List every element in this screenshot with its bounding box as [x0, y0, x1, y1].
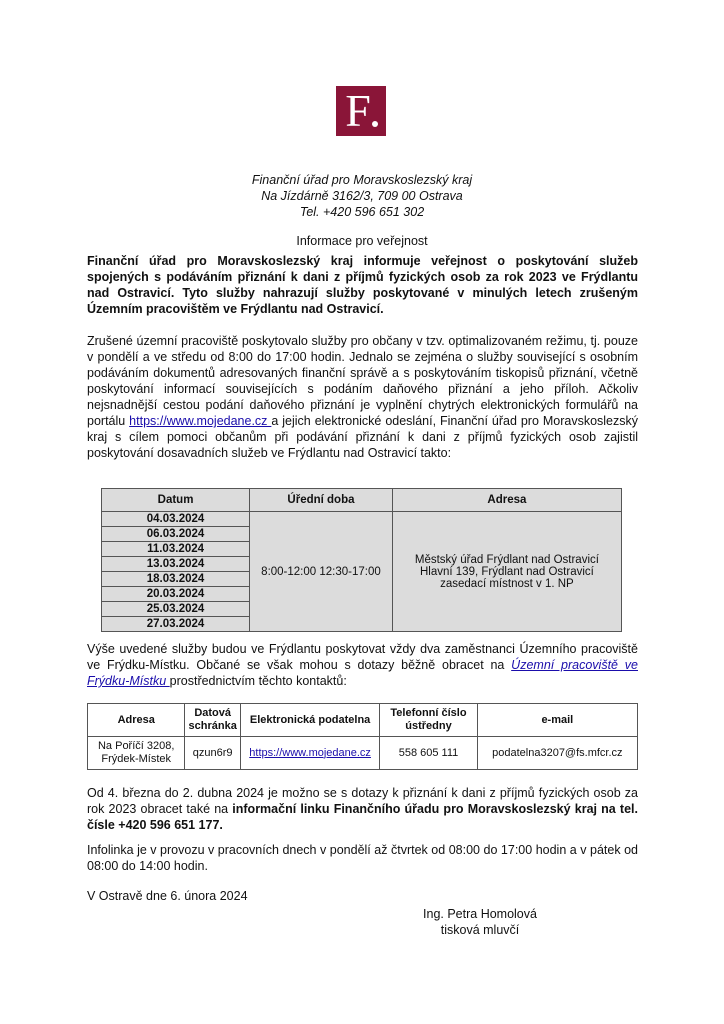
office-name: Finanční úřad pro Moravskoslezský kraj — [251, 173, 473, 187]
data-box-cell: qzun6r9 — [185, 737, 241, 770]
letterhead — [0, 172, 724, 220]
infoline-hours-paragraph: Infolinka je v provozu v pracovních dnech v pondělí až čtvrtek od 08:00 do 17:00 hodin a v pátek od 08:00 do 14:00 hodin. — [87, 843, 638, 873]
address-line: Frýdek-Místek — [101, 753, 172, 765]
logo-dot — [372, 121, 378, 127]
services-text-after-link: prostřednictvím těchto kontaktů: — [169, 674, 347, 688]
schedule-header-row — [102, 489, 622, 512]
infoline-paragraph — [87, 785, 638, 833]
date-cell: 25.03.2024 — [102, 602, 250, 617]
header-data-box: Datová schránka — [185, 704, 241, 737]
contacts-header-row — [88, 704, 638, 737]
date-cell: 20.03.2024 — [102, 587, 250, 602]
office-address: Na Jízdárně 3162/3, 709 00 Ostrava — [261, 189, 463, 203]
logo-letter: F — [345, 85, 371, 136]
hours-cell: 8:00-12:00 12:30-17:00 — [250, 512, 393, 632]
address-line: zasedací místnost v 1. NP — [440, 577, 574, 590]
intro-paragraph: Finanční úřad pro Moravskoslezský kraj informuje veřejnost o poskytování služeb spojených s podáváním přiznání k dani z příjmů fyzických osob za rok 2023 ve Frýdlantu nad Ostravicí. Tyto služby nahrazují služby poskytované v minulých letech zrušeným Územním pracovištěm ve Frýdlantu nad Ostravicí. — [87, 254, 638, 316]
email-cell: podatelna3207@fs.mfcr.cz — [477, 737, 637, 770]
services-paragraph — [87, 641, 638, 689]
signature-block — [410, 906, 550, 938]
office-phone: Tel. +420 596 651 302 — [299, 205, 425, 219]
frydek-mistek-office-link[interactable]: Územní pracoviště ve Frýdku-Místku — [87, 658, 638, 688]
date-cell: 11.03.2024 — [102, 542, 250, 557]
table-row — [88, 737, 638, 770]
signatory-role: tisková mluvčí — [440, 923, 520, 937]
address-line: Na Poříčí 3208, — [97, 740, 175, 752]
e-filing-cell — [240, 737, 379, 770]
header-date: Datum — [102, 489, 250, 512]
schedule-table — [101, 488, 622, 632]
header-e-filing: Elektronická podatelna — [240, 704, 379, 737]
table-row — [102, 512, 622, 527]
services-text: Výše uvedené služby budou ve Frýdlantu poskytovat vždy dva zaměstnanci Územního pracoviště ve Frýdku-Místku. Občané se však mohou s dotazy běžně obracet na — [87, 642, 638, 672]
body-text-after-link: a jejich elektronické odeslání, Finanční úřad pro Moravskoslezský kraj s cílem pomoci občanům při podávání přiznání k dani z příjmů fyzických osob zajistil poskytování dosavadních služeb ve Frýdlantu nad Ostravicí takto: — [87, 414, 638, 460]
header-address: Adresa — [88, 704, 185, 737]
header-phone: Telefonní číslo ústředny — [380, 704, 477, 737]
date-cell: 04.03.2024 — [102, 512, 250, 527]
address-cell — [88, 737, 185, 770]
address-cell — [392, 512, 621, 632]
e-filing-link[interactable]: https://www.mojedane.cz — [249, 746, 371, 759]
body-text-before-link: Zrušené územní pracoviště poskytovalo služby pro občany v tzv. optimalizovaném režimu, tj. pouze v pondělí a ve středu od 8:00 do 17:00 hodin. Jednalo se zejména o služby související s osobním podáváním dokumentů adresovaných finanční správě a s poskytováním tiskopisů přiznání, včetně poskytování informací souvisejících s podáním daňového přiznání a jeho příloh. Ačkoliv nejsnadnější cestou podání daňového přiznání je vyplnění chytrých elektronických formulářů na portálu — [87, 334, 638, 428]
date-cell: 13.03.2024 — [102, 557, 250, 572]
header-address: Adresa — [392, 489, 621, 512]
date-cell: 18.03.2024 — [102, 572, 250, 587]
header-email: e-mail — [477, 704, 637, 737]
address-line: Městský úřad Frýdlant nad Ostravicí — [414, 553, 599, 566]
date-cell: 06.03.2024 — [102, 527, 250, 542]
contacts-table — [87, 703, 638, 770]
infoline-bold-text: informační linku Finančního úřadu pro Moravskoslezský kraj na tel. čísle +420 596 651 177. — [87, 802, 638, 832]
header-hours: Úřední doba — [250, 489, 393, 512]
date-cell: 27.03.2024 — [102, 617, 250, 632]
financial-office-logo — [336, 86, 386, 136]
phone-cell: 558 605 111 — [380, 737, 477, 770]
infoline-text: Od 4. března do 2. dubna 2024 je možno se s dotazy k přiznání k dani z příjmů fyzických osob za rok 2023 obracet také na — [87, 786, 638, 816]
address-line: Hlavní 139, Frýdlant nad Ostravicí — [420, 565, 594, 578]
signatory-name: Ing. Petra Homolová — [423, 907, 537, 921]
date-line: V Ostravě dne 6. února 2024 — [87, 889, 248, 903]
document-title: Informace pro veřejnost — [296, 234, 428, 248]
body-paragraph — [87, 333, 638, 461]
mojedane-link[interactable]: https://www.mojedane.cz — [129, 414, 272, 428]
